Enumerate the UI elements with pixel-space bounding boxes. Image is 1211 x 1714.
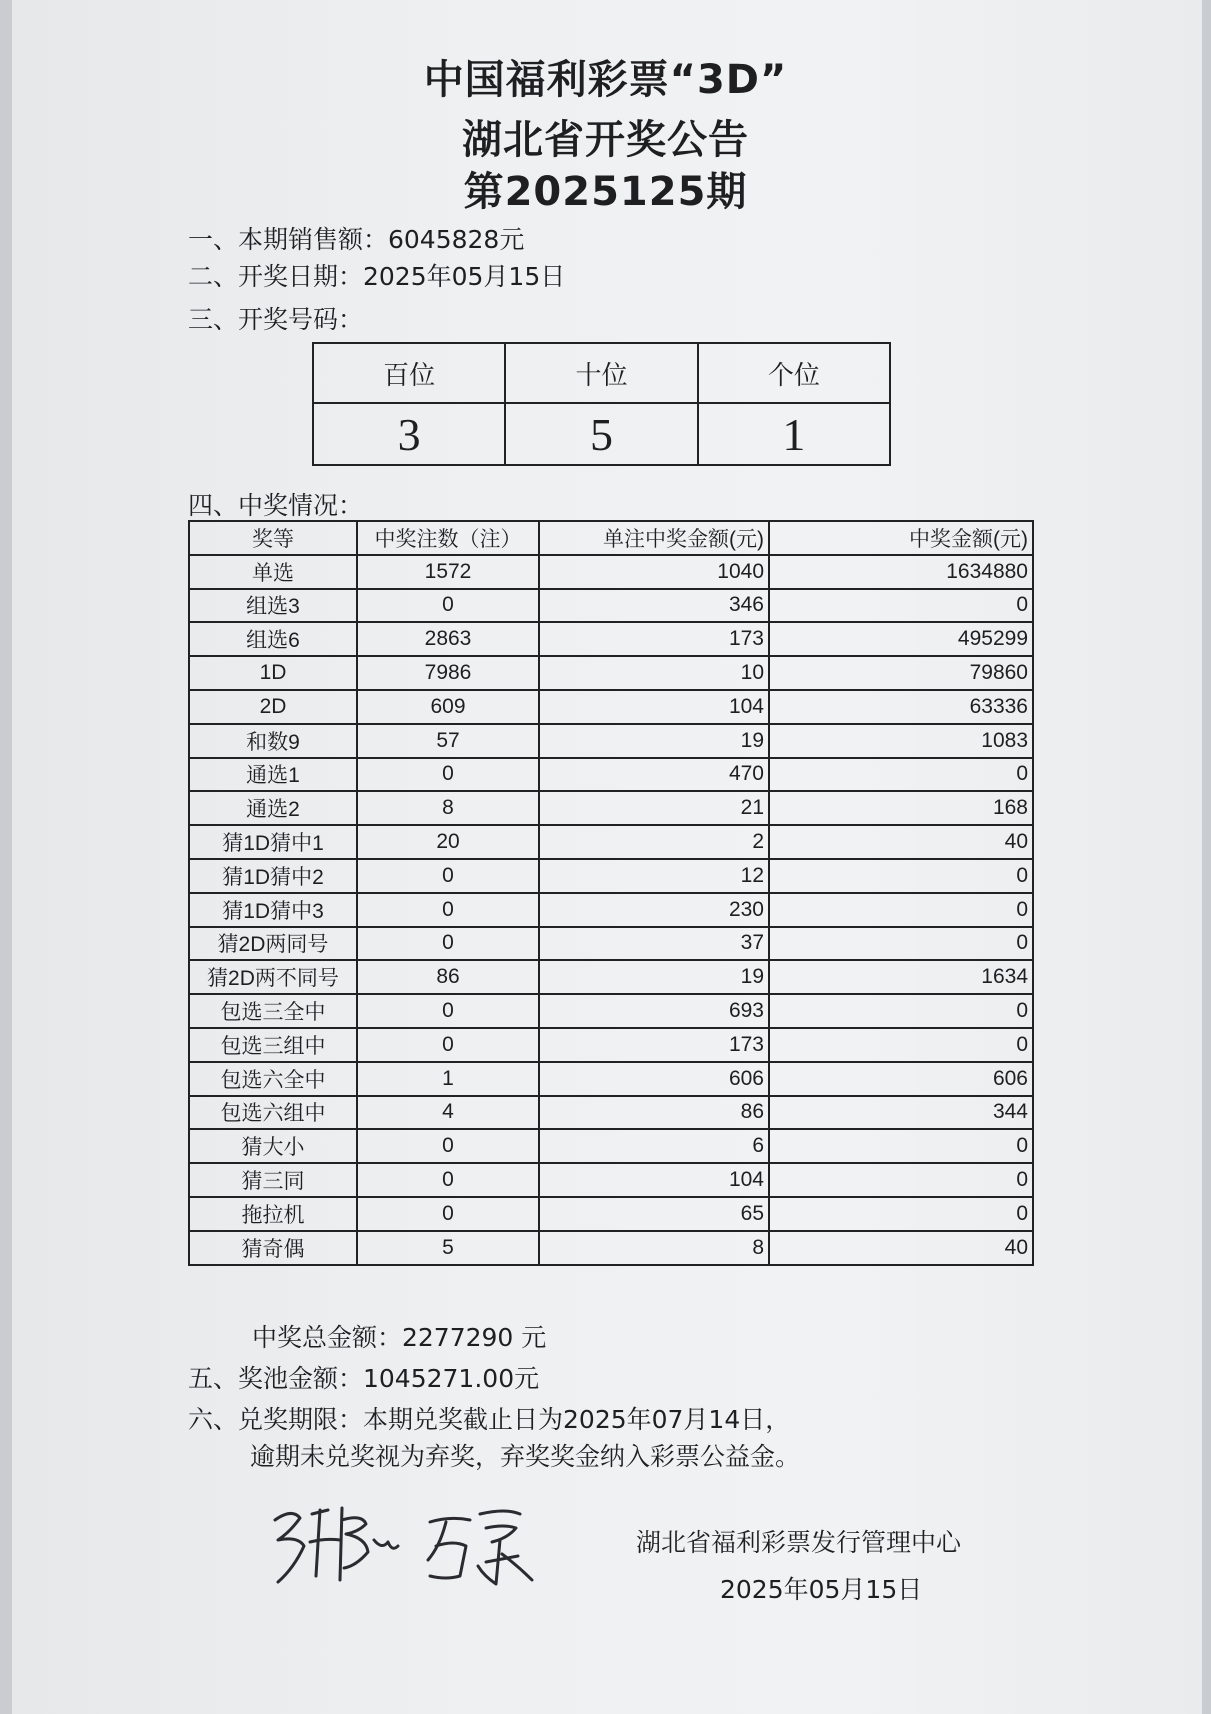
- title-line-2: 湖北省开奖公告: [462, 117, 749, 163]
- unit-prize-cell: 173: [539, 622, 769, 656]
- prize-level-cell: 包选三全中: [189, 994, 357, 1028]
- announcement-date: 2025年05月15日: [720, 1575, 923, 1604]
- header-total-prize: 中奖金额(元): [769, 521, 1033, 555]
- total-prize-cell: 0: [769, 1163, 1033, 1197]
- unit-prize-cell: 104: [539, 1163, 769, 1197]
- winner-count-cell: 0: [357, 1129, 539, 1163]
- winner-count-cell: 0: [357, 927, 539, 961]
- winner-count-cell: 5: [357, 1231, 539, 1265]
- tens-header: 十位: [505, 343, 697, 403]
- winning-numbers-table: [312, 342, 891, 466]
- winner-count-cell: 609: [357, 690, 539, 724]
- total-prize-cell: 0: [769, 758, 1033, 792]
- prize-level-cell: 猜2D两同号: [189, 927, 357, 961]
- tens-digit: 5: [505, 403, 697, 465]
- total-prize-cell: 1634880: [769, 555, 1033, 589]
- total-prize-cell: 0: [769, 994, 1033, 1028]
- total-prize-cell: 0: [769, 589, 1033, 623]
- prize-row: [189, 791, 1033, 825]
- claim-deadline: 六、兑奖期限：本期兑奖截止日为2025年07月14日，: [188, 1405, 791, 1434]
- prize-level-cell: 和数9: [189, 724, 357, 758]
- sales-amount: 一、本期销售额：6045828元: [188, 225, 525, 254]
- winner-count-cell: 0: [357, 589, 539, 623]
- total-prize-cell: 0: [769, 1129, 1033, 1163]
- unit-prize-cell: 1040: [539, 555, 769, 589]
- winner-count-cell: 0: [357, 994, 539, 1028]
- prize-row: [189, 1028, 1033, 1062]
- total-prize-cell: 606: [769, 1062, 1033, 1096]
- prize-level-cell: 组选3: [189, 589, 357, 623]
- header-unit-prize: 单注中奖金额(元): [539, 521, 769, 555]
- unit-prize-cell: 86: [539, 1096, 769, 1130]
- prize-level-cell: 猜1D猜中3: [189, 893, 357, 927]
- header-winner-count: 中奖注数（注）: [357, 521, 539, 555]
- prize-row: [189, 994, 1033, 1028]
- unit-prize-cell: 173: [539, 1028, 769, 1062]
- unit-prize-cell: 19: [539, 724, 769, 758]
- total-prize-cell: 1634: [769, 960, 1033, 994]
- prize-row: [189, 893, 1033, 927]
- prize-row: [189, 555, 1033, 589]
- total-prize-cell: 0: [769, 927, 1033, 961]
- prize-row: [189, 1096, 1033, 1130]
- title-line-1: 中国福利彩票“3D”: [423, 57, 788, 103]
- prize-row: [189, 1231, 1033, 1265]
- winner-count-cell: 0: [357, 1163, 539, 1197]
- prize-row: [189, 758, 1033, 792]
- prize-level-cell: 2D: [189, 690, 357, 724]
- unit-prize-cell: 346: [539, 589, 769, 623]
- prize-row: [189, 1062, 1033, 1096]
- unit-prize-cell: 12: [539, 859, 769, 893]
- jackpot-pool: 五、奖池金额：1045271.00元: [188, 1364, 540, 1393]
- unit-prize-cell: 693: [539, 994, 769, 1028]
- prize-level-cell: 猜三同: [189, 1163, 357, 1197]
- claim-deadline-note: 逾期未兑奖视为弃奖，弃奖奖金纳入彩票公益金。: [250, 1442, 801, 1471]
- unit-prize-cell: 37: [539, 927, 769, 961]
- prize-level-cell: 1D: [189, 656, 357, 690]
- unit-prize-cell: 2: [539, 825, 769, 859]
- total-prize-cell: 79860: [769, 656, 1033, 690]
- total-prize-cell: 168: [769, 791, 1033, 825]
- hundreds-digit: 3: [313, 403, 505, 465]
- unit-prize-cell: 8: [539, 1231, 769, 1265]
- prize-row: [189, 825, 1033, 859]
- prize-level-cell: 组选6: [189, 622, 357, 656]
- prize-row: [189, 927, 1033, 961]
- prize-level-cell: 猜1D猜中2: [189, 859, 357, 893]
- prize-level-cell: 包选三组中: [189, 1028, 357, 1062]
- prize-row: [189, 724, 1033, 758]
- prize-level-cell: 猜1D猜中1: [189, 825, 357, 859]
- total-prize-cell: 0: [769, 1197, 1033, 1231]
- total-prize-cell: 1083: [769, 724, 1033, 758]
- prize-row: [189, 859, 1033, 893]
- winner-count-cell: 0: [357, 859, 539, 893]
- unit-prize-cell: 19: [539, 960, 769, 994]
- header-prize-level: 奖等: [189, 521, 357, 555]
- total-prize-cell: 63336: [769, 690, 1033, 724]
- handwritten-signature: [270, 1480, 560, 1610]
- prize-table: [188, 520, 1034, 1266]
- winner-count-cell: 0: [357, 1197, 539, 1231]
- draw-date: 二、开奖日期：2025年05月15日: [188, 262, 566, 291]
- prize-level-cell: 单选: [189, 555, 357, 589]
- unit-prize-cell: 10: [539, 656, 769, 690]
- prize-row: [189, 1129, 1033, 1163]
- winner-count-cell: 86: [357, 960, 539, 994]
- winner-count-cell: 0: [357, 893, 539, 927]
- total-prize-amount: 中奖总金额：2277290 元: [252, 1323, 547, 1352]
- unit-prize-cell: 6: [539, 1129, 769, 1163]
- prize-row: [189, 622, 1033, 656]
- unit-prize-cell: 470: [539, 758, 769, 792]
- hundreds-header: 百位: [313, 343, 505, 403]
- units-digit: 1: [698, 403, 890, 465]
- prize-level-cell: 猜2D两不同号: [189, 960, 357, 994]
- unit-prize-cell: 104: [539, 690, 769, 724]
- unit-prize-cell: 230: [539, 893, 769, 927]
- prize-table-header: [189, 521, 1033, 555]
- winner-count-cell: 0: [357, 1028, 539, 1062]
- winner-count-cell: 20: [357, 825, 539, 859]
- winner-count-cell: 4: [357, 1096, 539, 1130]
- total-prize-cell: 0: [769, 1028, 1033, 1062]
- unit-prize-cell: 21: [539, 791, 769, 825]
- winner-count-cell: 57: [357, 724, 539, 758]
- prize-row: [189, 589, 1033, 623]
- total-prize-cell: 0: [769, 859, 1033, 893]
- issue-number: 第2025125期: [463, 169, 748, 215]
- prize-level-cell: 通选2: [189, 791, 357, 825]
- winner-count-cell: 2863: [357, 622, 539, 656]
- prize-row: [189, 690, 1033, 724]
- total-prize-cell: 495299: [769, 622, 1033, 656]
- prize-level-cell: 猜大小: [189, 1129, 357, 1163]
- total-prize-cell: 40: [769, 825, 1033, 859]
- winner-count-cell: 1: [357, 1062, 539, 1096]
- total-prize-cell: 0: [769, 893, 1033, 927]
- prize-row: [189, 1163, 1033, 1197]
- winning-numbers-label: 三、开奖号码：: [188, 305, 364, 334]
- unit-prize-cell: 606: [539, 1062, 769, 1096]
- units-header: 个位: [698, 343, 890, 403]
- total-prize-cell: 344: [769, 1096, 1033, 1130]
- prize-row: [189, 1197, 1033, 1231]
- winner-count-cell: 7986: [357, 656, 539, 690]
- prize-level-cell: 猜奇偶: [189, 1231, 357, 1265]
- prize-row: [189, 960, 1033, 994]
- issuing-organization: 湖北省福利彩票发行管理中心: [636, 1528, 962, 1557]
- winner-count-cell: 8: [357, 791, 539, 825]
- total-prize-cell: 40: [769, 1231, 1033, 1265]
- prize-level-cell: 包选六组中: [189, 1096, 357, 1130]
- unit-prize-cell: 65: [539, 1197, 769, 1231]
- prize-level-cell: 拖拉机: [189, 1197, 357, 1231]
- prize-status-label: 四、中奖情况：: [188, 491, 364, 520]
- prize-row: [189, 656, 1033, 690]
- winner-count-cell: 0: [357, 758, 539, 792]
- prize-level-cell: 包选六全中: [189, 1062, 357, 1096]
- prize-level-cell: 通选1: [189, 758, 357, 792]
- winner-count-cell: 1572: [357, 555, 539, 589]
